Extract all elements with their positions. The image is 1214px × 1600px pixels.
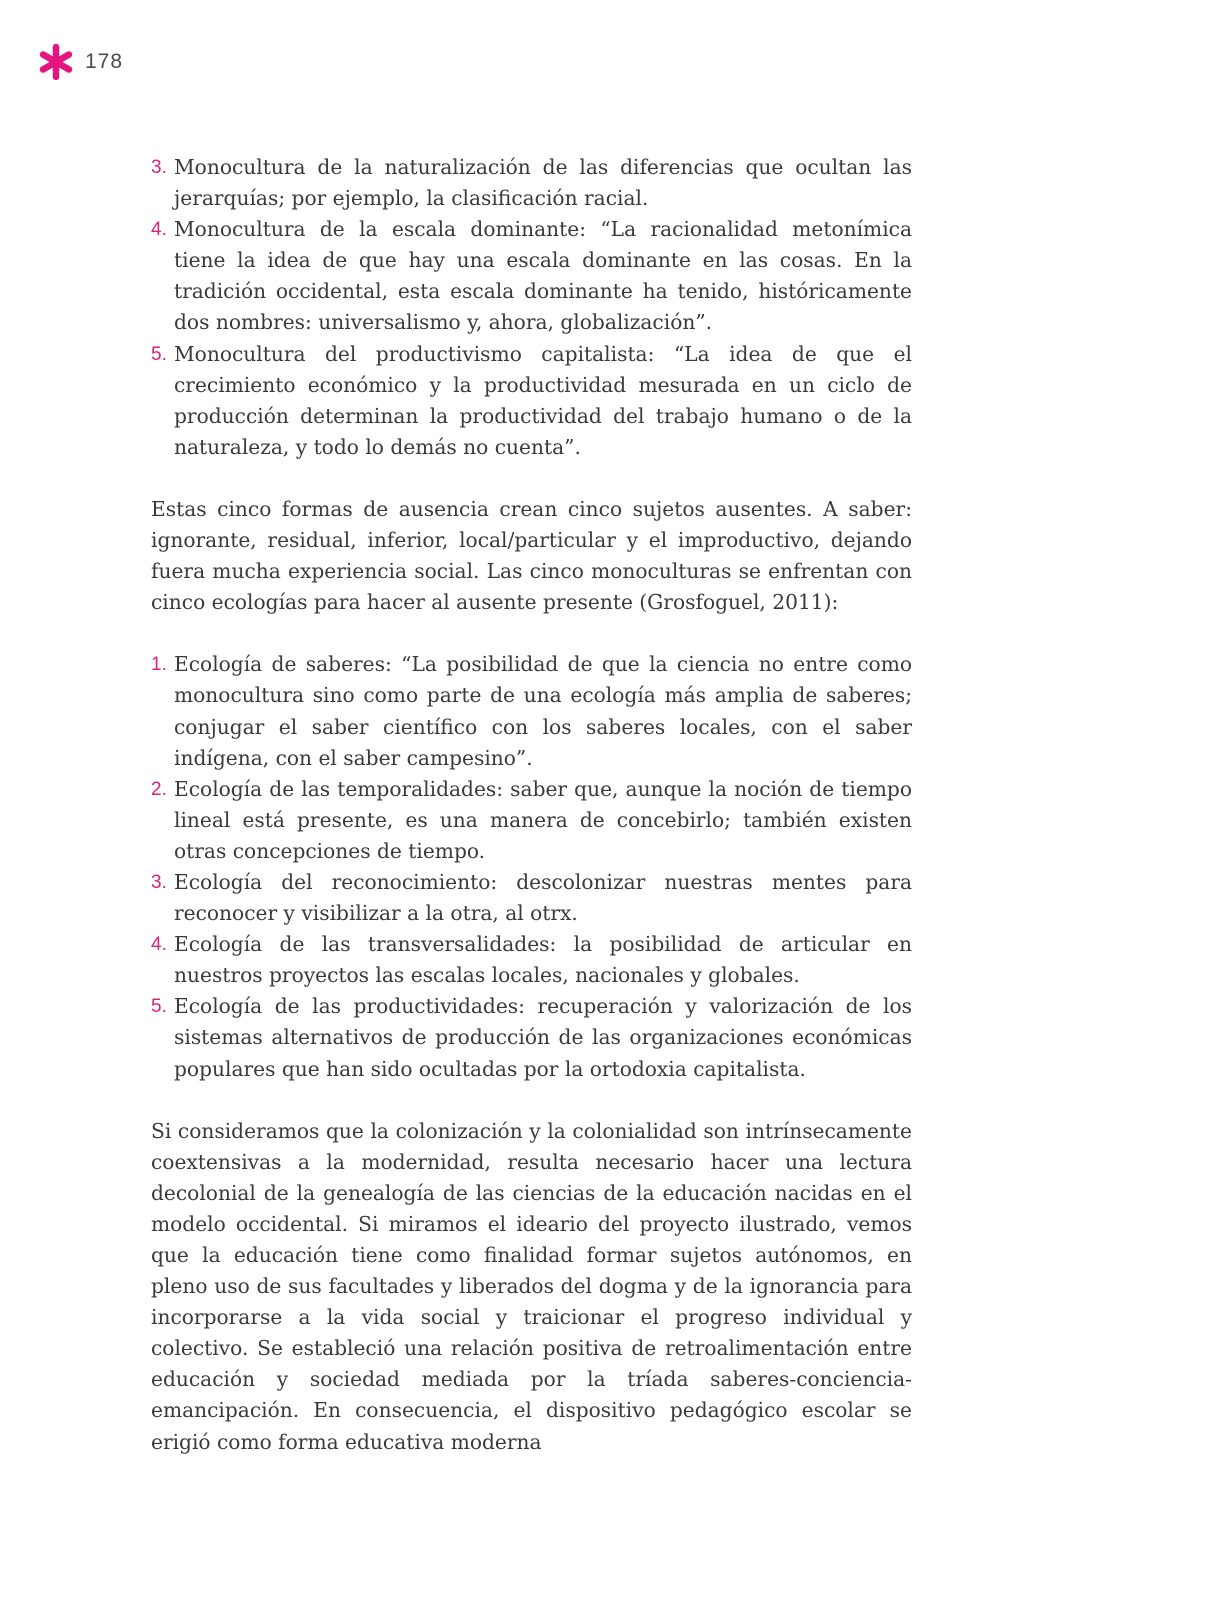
list-item <box>151 152 912 214</box>
list-item <box>151 649 912 773</box>
page-header <box>38 44 123 80</box>
list-item-text: Ecología de las productividades: recuperación y valorización de los sistemas alternativos de producción de las organizaciones económicas populares que han sido ocultadas por la ortodoxia capitalista. <box>174 994 912 1081</box>
list-number: 3. <box>151 157 167 178</box>
list-item-text: Ecología de las temporalidades: saber que, aunque la noción de tiempo lineal está presente, es una manera de concebirlo; también existen otras concepciones de tiempo. <box>174 776 912 863</box>
monocultures-list <box>151 152 912 463</box>
list-item-text: Monocultura del productivismo capitalista: “La idea de que el crecimiento económico y la productividad mesurada en un ciclo de producción determinan la productividad del trabajo humano o de la naturaleza, y todo lo demás no cuenta”. <box>174 341 912 459</box>
list-number: 5. <box>151 343 167 365</box>
list-item-text: Ecología de las transversalidades: la posibilidad de articular en nuestros proyectos las escalas locales, nacionales y globales. <box>174 932 912 988</box>
list-item-text: Monocultura de la escala dominante: “La racionalidad metonímica tiene la idea de que hay una escala dominante en las cosas. En la tradición occidental, esta escala dominante ha tenido, históricamente dos nombres: universalismo y, ahora, globalización”. <box>174 217 912 335</box>
list-number: 5. <box>151 996 167 1018</box>
list-item-text: Ecología del reconocimiento: descolonizar nuestras mentes para reconocer y visibilizar a la otra, al otrx. <box>174 869 912 926</box>
list-item <box>151 991 912 1084</box>
body-paragraph: Estas cinco formas de ausencia crean cinco sujetos ausentes. A saber: ignorante, residual, inferior, local/particular y el improductivo, dejando fuera mucha experiencia social. Las cinco monoculturas se enfrentan con cinco ecologías para hacer al ausente presente (Grosfoguel, 2011): <box>151 496 912 615</box>
list-item <box>151 867 912 929</box>
list-item <box>151 929 912 991</box>
asterisk-icon <box>38 44 74 80</box>
list-item <box>151 214 912 338</box>
list-number: 2. <box>151 778 167 800</box>
list-item <box>151 339 912 463</box>
page-body <box>151 152 912 1458</box>
list-item <box>151 774 912 867</box>
list-number: 4. <box>151 219 167 241</box>
body-paragraph: Si consideramos que la colonización y la colonialidad son intrínsecamente coextensivas a la modernidad, resulta necesario hacer una lectura decolonial de la genealogía de las ciencias de la educación nacidas en el modelo occidental. Si miramos el ideario del proyecto ilustrado, vemos que la educación tiene como finalidad formar sujetos autónomos, en pleno uso de sus facultades y liberados del dogma y de la ignorancia para incorporarse a la vida social y traicionar el progreso individual y colectivo. Se estableció una relación positiva de retroalimentación entre educación y sociedad mediada por la tríada saberes-conciencia-emancipación. En consecuencia, el dispositivo pedagógico escolar se erigió como forma educativa moderna <box>151 1118 912 1454</box>
list-number: 4. <box>151 934 167 956</box>
list-number: 1. <box>151 654 167 676</box>
list-number: 3. <box>151 871 167 893</box>
page-number: 178 <box>85 50 124 73</box>
list-item-text: Monocultura de la naturalización de las diferencias que ocultan las jerarquías; por ejemplo, la clasificación racial. <box>174 155 912 211</box>
ecologies-list <box>151 649 912 1084</box>
list-item-text: Ecología de saberes: “La posibilidad de que la ciencia no entre como monocultura sino como parte de una ecología más amplia de saberes; conjugar el saber científico con los saberes locales, con el saber indígena, con el saber campesino”. <box>174 652 912 770</box>
